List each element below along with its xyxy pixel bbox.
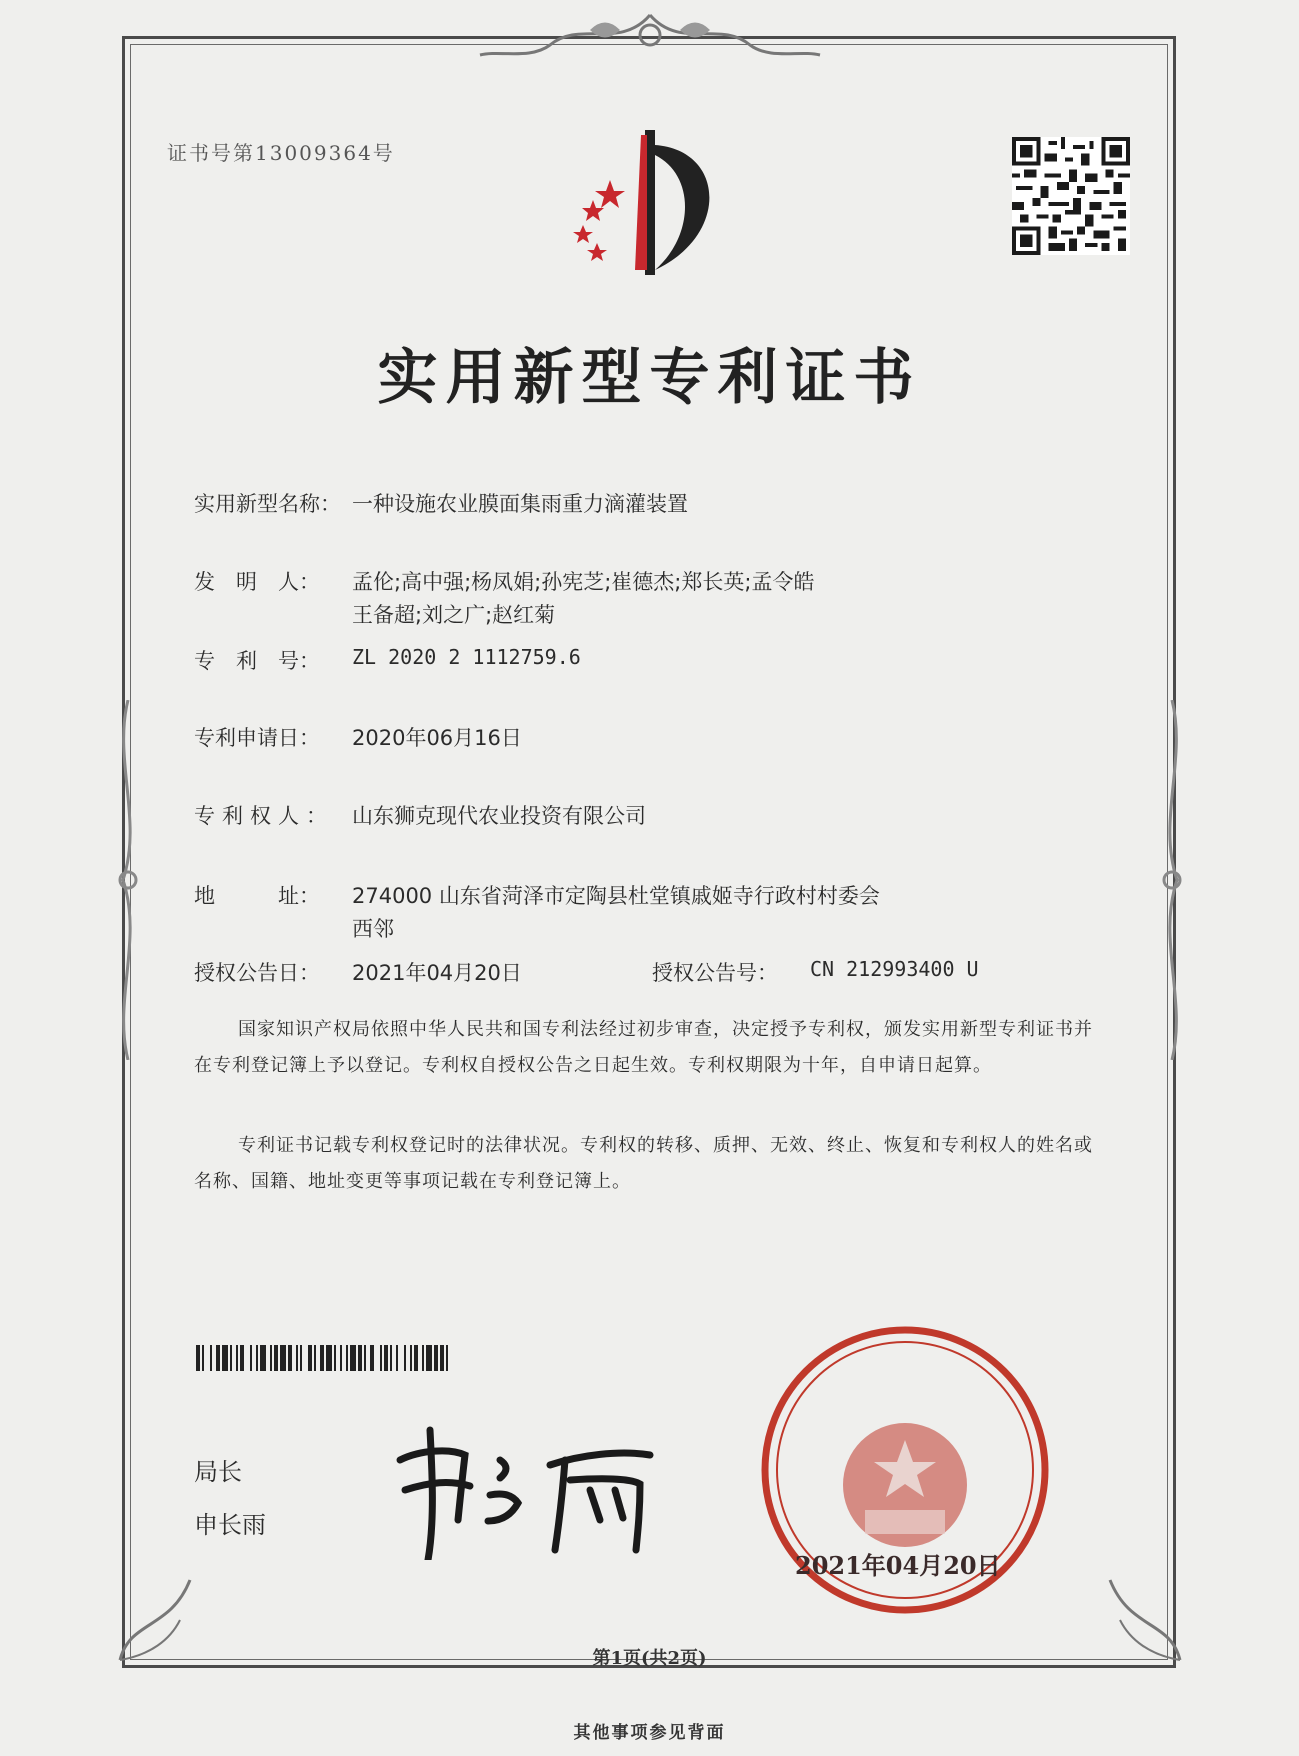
grant-date-value: 2021年04月20日 <box>352 961 522 985</box>
seal-date: 2021年04月20日 <box>795 1551 1001 1580</box>
application-date-value: 2020年06月16日 <box>352 726 522 750</box>
utility-model-name-value: 一种设施农业膜面集雨重力滴灌装置 <box>352 492 688 516</box>
right-ornament <box>1152 700 1192 1060</box>
statement-paragraph-2: 专利证书记载专利权登记时的法律状况。专利权的转移、质押、无效、终止、恢复和专利权人的姓名或名称、国籍、地址变更等事项记载在专利登记簿上。 <box>194 1135 1093 1192</box>
address-value-line1: 274000 山东省菏泽市定陶县杜堂镇戚姬寺行政村村委会 <box>352 884 880 908</box>
application-date-label: 专利申请日： <box>194 726 320 750</box>
director-title: 局长 <box>194 1458 242 1486</box>
inventor-value-line2: 王备超;刘之广;赵红菊 <box>352 603 556 627</box>
director-name: 申长雨 <box>194 1511 266 1539</box>
patent-office-logo <box>555 125 745 275</box>
patent-number-label: 专 利 号： <box>194 649 320 673</box>
inventor-value-line1: 孟伦;高中强;杨凤娟;孙宪芝;崔德杰;郑长英;孟令皓 <box>352 570 815 594</box>
back-note: 其他事项参见背面 <box>573 1723 726 1743</box>
certificate-title: 实用新型专利证书 <box>377 343 922 413</box>
top-ornament <box>470 10 830 70</box>
certificate-number: 证书号第13009364号 <box>167 141 395 165</box>
page-number: 第1页(共2页) <box>592 1648 707 1669</box>
address-label: 地 址： <box>194 884 320 908</box>
director-signature <box>390 1420 660 1560</box>
patentee-value: 山东狮克现代农业投资有限公司 <box>352 804 646 828</box>
grant-date-label: 授权公告日： <box>194 961 320 985</box>
grant-number-label: 授权公告号： <box>652 961 778 985</box>
grant-number-value: CN 212993400 U <box>810 957 979 981</box>
barcode <box>196 1345 518 1371</box>
left-ornament <box>108 700 148 1060</box>
statement-paragraph-1: 国家知识产权局依照中华人民共和国专利法经过初步审查，决定授予专利权，颁发实用新型专利证书并在专利登记簿上予以登记。专利权自授权公告之日起生效。专利权期限为十年，自申请日起算。 <box>194 1019 1093 1076</box>
inventor-label: 发 明 人： <box>194 570 320 594</box>
qr-code <box>1012 134 1130 258</box>
utility-model-name-label: 实用新型名称： <box>194 492 341 516</box>
address-value-line2: 西邻 <box>352 917 394 941</box>
patentee-label: 专利权人： <box>194 804 334 828</box>
patent-number-value: ZL 2020 2 1112759.6 <box>352 645 581 669</box>
